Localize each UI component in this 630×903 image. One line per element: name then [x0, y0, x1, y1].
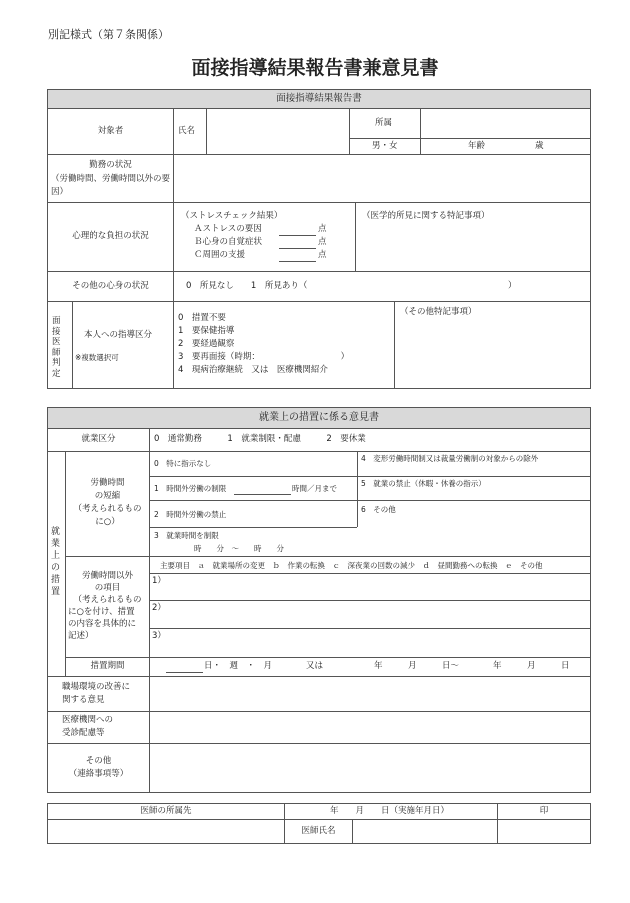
work-status-sub: （労働時間、労働時間以外の要因）	[51, 174, 171, 197]
hours-label-4: に○）	[95, 517, 120, 527]
doctor-judgement-vertical: 面接医師判定	[52, 316, 61, 379]
other-items-label-1: 労働時間以外	[81, 571, 133, 581]
other-health-close: ）	[508, 281, 517, 291]
period-label: 措置期間	[90, 661, 125, 671]
numbered-item-3[interactable]: 3）	[152, 631, 166, 641]
opinion-header: 就業上の措置に係る意見書	[48, 408, 590, 428]
sex-option[interactable]: 男・女	[372, 141, 398, 151]
seal-label: 印	[539, 806, 549, 816]
other-health-label: その他の心身の状況	[72, 281, 149, 291]
stress-item-c: Ｃ周囲の支援	[194, 250, 246, 260]
seal-field[interactable]	[498, 820, 590, 843]
age-unit: 歳	[535, 141, 544, 151]
hours-option-0[interactable]: 0 特に指示なし	[154, 459, 212, 468]
work-status-field[interactable]	[174, 155, 590, 201]
other-health-options[interactable]: 0 所見なし 1 所見あり（	[186, 281, 308, 291]
other-label-2: （連絡事項等）	[68, 769, 129, 779]
hours-option-6[interactable]: 6 その他	[361, 505, 396, 514]
page-title: 面接指導結果報告書兼意見書	[191, 57, 439, 79]
period-number-field[interactable]	[166, 672, 203, 673]
date-label[interactable]: 年 月 日（実施年月日）	[330, 806, 450, 816]
stress-c-score[interactable]	[279, 261, 316, 262]
other-field[interactable]	[150, 744, 590, 792]
time-range[interactable]: 時 分 ～ 時 分	[194, 544, 284, 553]
affiliation-field[interactable]	[421, 109, 589, 137]
other-notes-label: （その他特記事項）	[400, 307, 477, 317]
work-status-label: 勤務の状況	[89, 160, 132, 170]
hours-option-2[interactable]: 2 時間外労働の禁止	[154, 510, 227, 519]
medical-label-1: 医療機関への	[62, 715, 114, 725]
stress-item-b: Ｂ心身の自覚症状	[194, 237, 263, 247]
form-label: 別記様式（第７条関係）	[48, 28, 169, 41]
guidance-option-3[interactable]: 3 要再面接（時期： ）	[178, 352, 350, 362]
hours-option-5[interactable]: 5 就業の禁止（休暇・休養の指示）	[361, 479, 486, 488]
stress-a-score[interactable]	[279, 235, 316, 236]
guidance-option-4[interactable]: 4 現病治療継続 又は 医療機関紹介	[178, 365, 328, 375]
measures-vertical-label: 就業上の措置	[51, 527, 61, 597]
doctor-name-label: 医師氏名	[301, 826, 336, 836]
numbered-item-1[interactable]: 1）	[152, 576, 166, 586]
other-items-label-2: の項目	[94, 583, 121, 593]
age-label: 年齢	[468, 141, 486, 151]
affiliation-label: 所属	[375, 118, 393, 128]
env-field[interactable]	[150, 677, 590, 710]
period-text[interactable]: 日・ 週 ・ 月 又は 年 月 日～ 年 月 日	[204, 661, 570, 671]
other-items-label-5: の内容を具体的に	[68, 619, 137, 629]
guidance-note: ※複数選択可	[75, 353, 119, 362]
doctor-office-label: 医師の所属先	[140, 806, 192, 816]
hours-option-3[interactable]: 3 就業時間を制限	[154, 531, 219, 540]
medical-field[interactable]	[150, 712, 590, 742]
name-field[interactable]	[207, 109, 348, 153]
points-unit: 点	[318, 224, 327, 234]
stress-b-score[interactable]	[279, 248, 316, 249]
guidance-label: 本人への指導区分	[84, 330, 153, 340]
hours-option-4[interactable]: 4 変形労働時間制又は裁量労働制の対象からの除外	[361, 454, 539, 463]
hours-label-3: （考えられるもの	[73, 504, 142, 514]
main-items[interactable]: 主要項目 ａ 就業場所の変更 ｂ 作業の転換 ｃ 深夜業の回数の減少 ｄ 昼間勤務への転換 ｅ その他	[160, 561, 543, 570]
other-label-1: その他	[85, 756, 112, 766]
points-unit: 点	[318, 237, 327, 247]
guidance-option-0[interactable]: 0 措置不要	[178, 313, 226, 323]
medical-label-2: 受診配慮等	[62, 728, 105, 738]
doctor-office-field[interactable]	[48, 820, 284, 843]
points-unit: 点	[318, 250, 327, 260]
hours-limit-field[interactable]	[234, 494, 291, 495]
guidance-option-1[interactable]: 1 要保健指導	[178, 326, 235, 336]
report-header: 面接指導結果報告書	[48, 90, 590, 108]
other-items-label-6: 記述）	[68, 631, 94, 641]
hours-label-2: の短縮	[94, 491, 121, 501]
hours-limit-unit: 時間／月まで	[292, 484, 337, 493]
category-options[interactable]: 0 通常勤務 1 就業制限・配慮 2 要休業	[154, 434, 366, 444]
medical-findings-label: （医学的所見に関する特記事項）	[362, 211, 490, 221]
other-items-label-4: に○を付け、措置	[68, 607, 135, 617]
subject-label: 対象者	[97, 126, 124, 136]
psych-label: 心理的な負担の状況	[72, 231, 149, 241]
env-label-1: 職場環境の改善に	[62, 682, 131, 692]
stress-check-title: （ストレスチェック結果）	[181, 211, 283, 221]
env-label-2: 関する意見	[62, 695, 105, 705]
stress-item-a: Ａストレスの要因	[194, 224, 262, 234]
doctor-name-field[interactable]	[353, 820, 496, 843]
hours-label-1: 労働時間	[90, 478, 125, 488]
name-label: 氏名	[178, 126, 196, 136]
guidance-option-2[interactable]: 2 要経過観察	[178, 339, 235, 349]
numbered-item-2[interactable]: 2）	[152, 603, 166, 613]
category-label: 就業区分	[81, 434, 116, 444]
hours-option-1[interactable]: 1 時間外労働の制限	[154, 484, 227, 493]
other-items-label-3: （考えられるもの	[73, 595, 142, 605]
